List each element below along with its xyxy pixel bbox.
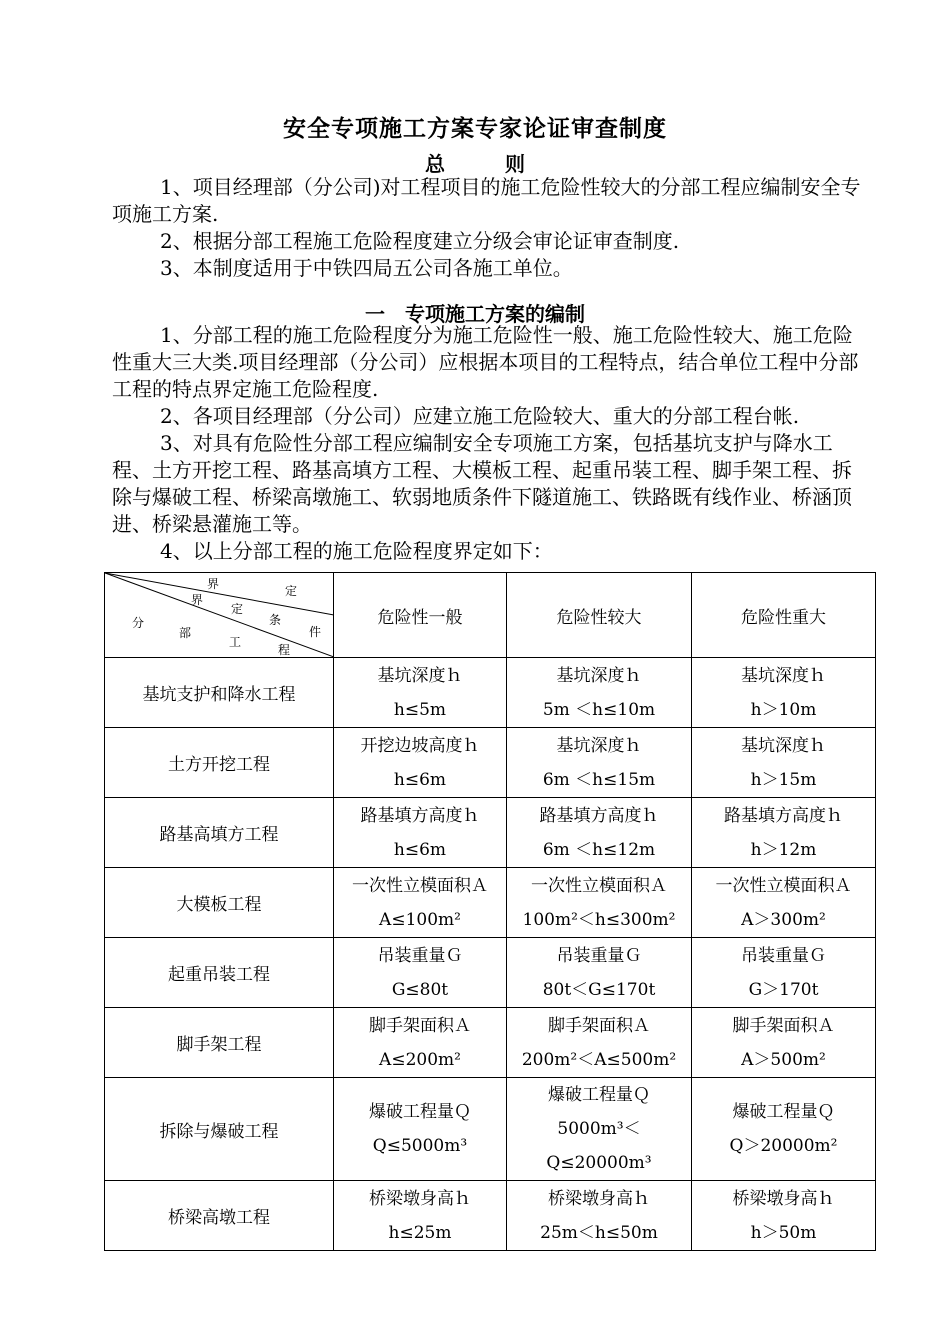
row-label: 路基高填方工程 xyxy=(105,798,334,868)
corner-bottom-char-2: 部 xyxy=(179,626,192,640)
criteria-cell xyxy=(507,938,692,1008)
criteria-cell xyxy=(334,1181,507,1251)
general-item-1: 1、项目经理部（分公司)对工程项目的施工危险性较大的分部工程应编制安全专项施工方案. xyxy=(112,175,861,226)
criteria-range: h≤5m xyxy=(393,699,447,720)
criteria-range: 6m ＜h≤12m xyxy=(542,839,656,860)
criteria-cell xyxy=(692,1008,876,1078)
criteria-cell xyxy=(507,658,692,728)
criteria-label: 基坑深度ｈ xyxy=(556,735,642,756)
row-label: 土方开挖工程 xyxy=(105,728,334,798)
corner-bottom-char-1: 分 xyxy=(132,616,145,630)
section1-item-1: 1、分部工程的施工危险程度分为施工危险性一般、施工危险性较大、施工危险性重大三大类.项目经理部（分公司）应根据本项目的工程特点，结合单位工程中分部工程的特点界定施工危险程度. xyxy=(112,323,859,401)
criteria-range: h≤6m xyxy=(393,839,447,860)
hazard-classification-table xyxy=(104,572,876,1251)
criteria-range: Q＞20000m² xyxy=(729,1136,838,1156)
table-row xyxy=(105,868,876,938)
criteria-range: G＞170t xyxy=(748,979,819,1000)
criteria-cell xyxy=(692,1078,876,1181)
criteria-range: h＞12m xyxy=(750,839,817,860)
corner-bottom-char-4: 程 xyxy=(278,643,291,657)
criteria-cell xyxy=(334,728,507,798)
criteria-label: 脚手架面积Ａ xyxy=(732,1015,835,1036)
criteria-cell xyxy=(507,1181,692,1251)
criteria-label: 爆破工程量Ｑ xyxy=(548,1085,650,1105)
criteria-label: 开挖边坡高度ｈ xyxy=(360,735,480,756)
row-label: 起重吊装工程 xyxy=(105,938,334,1008)
criteria-range: h≤25m xyxy=(388,1222,452,1243)
criteria-range: h＞10m xyxy=(750,699,817,720)
criteria-label: 一次性立模面积Ａ xyxy=(352,875,488,896)
criteria-range: h＞15m xyxy=(750,769,817,790)
criteria-range: h＞50m xyxy=(750,1222,817,1243)
criteria-range: A≤200m² xyxy=(379,1049,461,1070)
criteria-cell xyxy=(507,1078,692,1181)
corner-top-char-4: 定 xyxy=(231,602,244,616)
table-row xyxy=(105,1181,876,1251)
criteria-range: G≤80t xyxy=(391,979,449,1000)
general-heading: 总 则 xyxy=(425,152,525,176)
section1-item-2: 2、各项目经理部（分公司）应建立施工危险较大、重大的分部工程台帐. xyxy=(160,404,800,428)
criteria-cell xyxy=(334,938,507,1008)
general-item-2: 2、根据分部工程施工危险程度建立分级会审论证审查制度. xyxy=(160,229,680,253)
criteria-label: 桥梁墩身高ｈ xyxy=(732,1188,835,1209)
table-row xyxy=(105,938,876,1008)
criteria-cell xyxy=(334,1008,507,1078)
criteria-range: A≤100m² xyxy=(379,909,461,930)
row-label: 桥梁高墩工程 xyxy=(105,1181,334,1251)
section1-items xyxy=(112,322,862,565)
criteria-cell xyxy=(507,798,692,868)
criteria-label: 基坑深度ｈ xyxy=(741,665,826,686)
criteria-cell xyxy=(334,868,507,938)
criteria-label: 桥梁墩身高ｈ xyxy=(548,1188,650,1209)
criteria-label: 基坑深度ｈ xyxy=(377,665,463,686)
criteria-range: A＞300m² xyxy=(741,909,826,930)
criteria-label: 吊装重量Ｇ xyxy=(741,945,826,966)
criteria-label: 脚手架面积Ａ xyxy=(548,1015,650,1036)
criteria-cell xyxy=(692,1181,876,1251)
row-label: 基坑支护和降水工程 xyxy=(105,658,334,728)
criteria-label: 爆破工程量Ｑ xyxy=(732,1102,835,1122)
criteria-cell xyxy=(692,658,876,728)
criteria-label: 吊装重量Ｇ xyxy=(377,945,463,966)
criteria-label: 基坑深度ｈ xyxy=(741,735,826,756)
corner-bottom-char-3: 工 xyxy=(229,635,242,649)
criteria-range: 80t＜G≤170t xyxy=(542,979,656,1000)
criteria-cell xyxy=(334,1078,507,1181)
criteria-cell xyxy=(692,938,876,1008)
section1-item-3: 3、对具有危险性分部工程应编制安全专项施工方案，包括基坑支护与降水工程、土方开挖工程、路基高填方工程、大模板工程、起重吊装工程、脚手架工程、拆除与爆破工程、桥梁高墩施工、软弱地质条件下隧道施工、铁路既有线作业、桥涵顶进、桥梁悬灌施工等。 xyxy=(112,431,852,536)
criteria-label: 路基填方高度ｈ xyxy=(724,805,843,826)
corner-top-char-2: 定 xyxy=(285,584,298,598)
criteria-range: A＞500m² xyxy=(741,1049,826,1070)
general-items xyxy=(112,174,862,282)
criteria-label: 路基填方高度ｈ xyxy=(539,805,659,826)
table-row xyxy=(105,658,876,728)
section1-heading: 一 专项施工方案的编制 xyxy=(365,302,585,326)
criteria-range: Q≤5000m³ xyxy=(372,1136,468,1156)
criteria-label: 一次性立模面积Ａ xyxy=(715,875,852,896)
corner-top-char-6: 件 xyxy=(309,625,322,639)
section1-item-4: 4、以上分部工程的施工危险程度界定如下： xyxy=(160,539,553,563)
criteria-range: 6m ＜h≤15m xyxy=(542,769,656,790)
row-label: 脚手架工程 xyxy=(105,1008,334,1078)
corner-top-char-3: 界 xyxy=(191,593,204,607)
criteria-range: 200m²＜A≤500m² xyxy=(521,1049,677,1070)
criteria-label: 基坑深度ｈ xyxy=(556,665,642,686)
criteria-cell xyxy=(507,868,692,938)
general-item-3: 3、本制度适用于中铁四局五公司各施工单位。 xyxy=(160,256,573,280)
criteria-cell xyxy=(334,658,507,728)
corner-top-char-5: 条 xyxy=(269,613,282,627)
criteria-cell xyxy=(692,798,876,868)
diagonal-lines xyxy=(105,573,334,657)
table-row xyxy=(105,728,876,798)
criteria-range: 100m²＜h≤300m² xyxy=(522,909,676,930)
header-general: 危险性一般 xyxy=(334,573,507,658)
criteria-label: 吊装重量Ｇ xyxy=(556,945,642,966)
criteria-range: 5m ＜h≤10m xyxy=(542,699,656,720)
table-row xyxy=(105,798,876,868)
criteria-range: h≤6m xyxy=(393,769,447,790)
row-label: 拆除与爆破工程 xyxy=(105,1078,334,1181)
criteria-cell xyxy=(334,798,507,868)
header-major: 危险性重大 xyxy=(692,573,876,658)
criteria-range: 5000m³＜Q≤20000m³ xyxy=(546,1119,652,1173)
criteria-cell xyxy=(507,728,692,798)
criteria-cell xyxy=(507,1008,692,1078)
diagonal-header-cell xyxy=(105,573,334,658)
criteria-label: 一次性立模面积Ａ xyxy=(531,875,667,896)
criteria-cell xyxy=(692,868,876,938)
criteria-range: 25m＜h≤50m xyxy=(540,1222,658,1243)
table-row xyxy=(105,1008,876,1078)
criteria-label: 桥梁墩身高ｈ xyxy=(369,1188,471,1209)
table-header-row xyxy=(105,573,876,658)
corner-top-char-1: 界 xyxy=(207,577,220,591)
header-significant: 危险性较大 xyxy=(507,573,692,658)
row-label: 大模板工程 xyxy=(105,868,334,938)
criteria-label: 脚手架面积Ａ xyxy=(369,1015,471,1036)
table-body xyxy=(105,658,876,1251)
criteria-label: 爆破工程量Ｑ xyxy=(369,1102,471,1122)
criteria-cell xyxy=(692,728,876,798)
table-row xyxy=(105,1078,876,1181)
document-title: 安全专项施工方案专家论证审查制度 xyxy=(283,115,667,142)
criteria-label: 路基填方高度ｈ xyxy=(360,805,480,826)
